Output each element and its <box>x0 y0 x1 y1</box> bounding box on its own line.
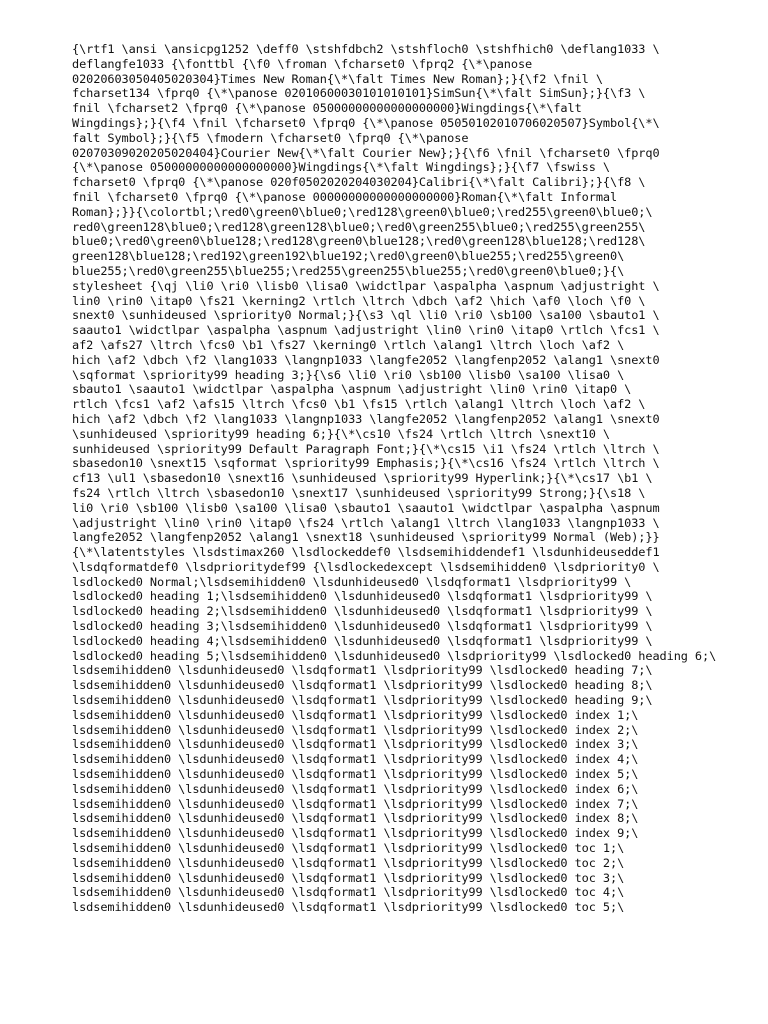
text-line: hich \af2 \dbch \f2 \lang1033 \langnp1033 \langfe2052 \langfenp2052 \alang1 \snext0 <box>72 352 660 367</box>
text-line: saauto1 \widctlpar \aspalpha \aspnum \adjustright \lin0 \rin0 \itap0 \rtlch \fcs1 \ <box>72 323 660 338</box>
text-line: lin0 \rin0 \itap0 \fs21 \kerning2 \rtlch \ltrch \dbch \af2 \hich \af0 \loch \f0 \ <box>72 293 646 308</box>
text-line: {\rtf1 \ansi \ansicpg1252 \deff0 \stshfdbch2 \stshfloch0 \stshfhich0 \deflang1033 \ <box>72 42 660 56</box>
text-line: \adjustright \lin0 \rin0 \itap0 \fs24 \rtlch \alang1 \ltrch \lang1033 \langnp1033 \ <box>72 515 660 530</box>
text-line: lsdsemihidden0 \lsdunhideused0 \lsdqformat1 \lsdpriority99 \lsdlocked0 heading 7;\ <box>72 663 653 678</box>
text-line: lsdsemihidden0 \lsdunhideused0 \lsdqformat1 \lsdpriority99 \lsdlocked0 index 9;\ <box>72 826 639 841</box>
text-line: langfe2052 \langfenp2052 \alang1 \snext18 \sunhideused \spriority99 Normal (Web);}} <box>72 530 660 545</box>
text-line: lsdlocked0 heading 4;\lsdsemihidden0 \lsdunhideused0 \lsdqformat1 \lsdpriority99 \ <box>72 633 653 648</box>
text-line: fcharset134 \fprq0 {\*\panose 02010600030101010101}SimSun{\*\falt SimSun};}{\f3 \ <box>72 86 646 101</box>
text-line: Wingdings};}{\f4 \fnil \fcharset0 \fprq0 {\*\panose 05050102010706020507}Symbol{\*\ <box>72 115 660 130</box>
text-line: lsdsemihidden0 \lsdunhideused0 \lsdqformat1 \lsdpriority99 \lsdlocked0 index 8;\ <box>72 811 639 826</box>
text-line: lsdsemihidden0 \lsdunhideused0 \lsdqformat1 \lsdpriority99 \lsdlocked0 index 7;\ <box>72 796 639 811</box>
document-page <box>72 42 732 945</box>
text-line: lsdsemihidden0 \lsdunhideused0 \lsdqformat1 \lsdpriority99 \lsdlocked0 toc 5;\ <box>72 900 625 915</box>
text-line: blue255;\red0\green255\blue255;\red255\green255\blue255;\red0\green0\blue0;}{\ <box>72 263 625 278</box>
text-line: lsdsemihidden0 \lsdunhideused0 \lsdqformat1 \lsdpriority99 \lsdlocked0 index 2;\ <box>72 722 639 737</box>
text-line: lsdsemihidden0 \lsdunhideused0 \lsdqformat1 \lsdpriority99 \lsdlocked0 toc 3;\ <box>72 870 625 885</box>
text-line: 02070309020205020404}Courier New{\*\falt Courier New};}{\f6 \fnil \fcharset0 \fprq0 <box>72 145 660 160</box>
text-line: cf13 \ul1 \sbasedon10 \snext16 \sunhideused \spriority99 Hyperlink;}{\*\cs17 \b1 \ <box>72 471 653 486</box>
text-line: green128\blue128;\red192\green192\blue192;\red0\green0\blue255;\red255\green0\ <box>72 249 625 264</box>
text-line: \sqformat \spriority99 heading 3;}{\s6 \li0 \ri0 \sb100 \lisb0 \sa100 \lisa0 \ <box>72 367 625 382</box>
text-line: fnil \fcharset2 \fprq0 {\*\panose 05000000000000000000}Wingdings{\*\falt <box>72 101 582 116</box>
text-line: lsdsemihidden0 \lsdunhideused0 \lsdqformat1 \lsdpriority99 \lsdlocked0 toc 4;\ <box>72 885 625 900</box>
text-line: \sunhideused \spriority99 heading 6;}{\*\cs10 \fs24 \rtlch \ltrch \snext10 \ <box>72 426 610 441</box>
text-line: red0\green128\blue0;\red128\green128\blue0;\red0\green255\blue0;\red255\green255\ <box>72 219 646 234</box>
text-line: li0 \ri0 \sb100 \lisb0 \sa100 \lisa0 \sbauto1 \saauto1 \widctlpar \aspalpha \aspnum <box>72 500 660 515</box>
text-line: af2 \afs27 \ltrch \fcs0 \b1 \fs27 \kerning0 \rtlch \alang1 \ltrch \loch \af2 \ <box>72 337 625 352</box>
text-line: hich \af2 \dbch \f2 \lang1033 \langnp1033 \langfe2052 \langfenp2052 \alang1 \snext0 <box>72 411 660 426</box>
text-line: rtlch \fcs1 \af2 \afs15 \ltrch \fcs0 \b1 \fs15 \rtlch \alang1 \ltrch \loch \af2 \ <box>72 397 646 412</box>
text-line: lsdsemihidden0 \lsdunhideused0 \lsdqformat1 \lsdpriority99 \lsdlocked0 heading 9;\ <box>72 693 653 708</box>
text-line: lsdlocked0 heading 3;\lsdsemihidden0 \lsdunhideused0 \lsdqformat1 \lsdpriority99 \ <box>72 619 653 634</box>
text-line: \lsdqformatdef0 \lsdprioritydef99 {\lsdlockedexcept \lsdsemihidden0 \lsdpriority0 \ <box>72 559 660 574</box>
text-line: lsdsemihidden0 \lsdunhideused0 \lsdqformat1 \lsdpriority99 \lsdlocked0 index 3;\ <box>72 737 639 752</box>
text-line <box>72 915 732 930</box>
text-line: sunhideused \spriority99 Default Paragraph Font;}{\*\cs15 \i1 \fs24 \rtlch \ltrch \ <box>72 441 660 456</box>
text-line: fcharset0 \fprq0 {\*\panose 020f0502020204030204}Calibri{\*\falt Calibri};}{\f8 \ <box>72 175 646 190</box>
text-line: lsdlocked0 heading 2;\lsdsemihidden0 \lsdunhideused0 \lsdqformat1 \lsdpriority99 \ <box>72 604 653 619</box>
text-line: fnil \fcharset0 \fprq0 {\*\panose 00000000000000000000}Roman{\*\falt Informal <box>72 189 618 204</box>
text-line: blue0;\red0\green0\blue128;\red128\green0\blue128;\red0\green128\blue128;\red128\ <box>72 234 646 249</box>
text-line: lsdsemihidden0 \lsdunhideused0 \lsdqformat1 \lsdpriority99 \lsdlocked0 index 1;\ <box>72 707 639 722</box>
text-line: lsdsemihidden0 \lsdunhideused0 \lsdqformat1 \lsdpriority99 \lsdlocked0 heading 8;\ <box>72 678 653 693</box>
text-line: fs24 \rtlch \ltrch \sbasedon10 \snext17 \sunhideused \spriority99 Strong;}{\s18 \ <box>72 485 646 500</box>
text-line: lsdsemihidden0 \lsdunhideused0 \lsdqformat1 \lsdpriority99 \lsdlocked0 index 4;\ <box>72 752 639 767</box>
text-line: lsdlocked0 heading 5;\lsdsemihidden0 \lsdunhideused0 \lsdpriority99 \lsdlocked0 heading 6;\ <box>72 648 717 663</box>
text-line: Roman};}}{\colortbl;\red0\green0\blue0;\red128\green0\blue0;\red255\green0\blue0;\ <box>72 204 653 219</box>
text-line: lsdsemihidden0 \lsdunhideused0 \lsdqformat1 \lsdpriority99 \lsdlocked0 toc 1;\ <box>72 841 625 856</box>
text-line: {\*\latentstyles \lsdstimax260 \lsdlockeddef0 \lsdsemihiddendef1 \lsdunhideuseddef1 <box>72 545 660 560</box>
text-line <box>72 930 732 945</box>
text-line: lsdlocked0 heading 1;\lsdsemihidden0 \lsdunhideused0 \lsdqformat1 \lsdpriority99 \ <box>72 589 653 604</box>
text-line: 02020603050405020304}Times New Roman{\*\falt Times New Roman};}{\f2 \fnil \ <box>72 71 603 86</box>
text-line: snext0 \sunhideused \spriority0 Normal;}{\s3 \ql \li0 \ri0 \sb100 \sa100 \sbauto1 \ <box>72 308 660 323</box>
text-line: lsdsemihidden0 \lsdunhideused0 \lsdqformat1 \lsdpriority99 \lsdlocked0 index 6;\ <box>72 781 639 796</box>
text-line: stylesheet {\qj \li0 \ri0 \lisb0 \lisa0 \widctlpar \aspalpha \aspnum \adjustright \ <box>72 278 660 293</box>
text-line: deflangfe1033 {\fonttbl {\f0 \froman \fcharset0 \fprq2 {\*\panose <box>72 56 533 71</box>
text-line: lsdsemihidden0 \lsdunhideused0 \lsdqformat1 \lsdpriority99 \lsdlocked0 index 5;\ <box>72 767 639 782</box>
text-line: sbasedon10 \snext15 \sqformat \spriority99 Emphasis;}{\*\cs16 \fs24 \rtlch \ltrch \ <box>72 456 660 471</box>
text-line: {\*\panose 05000000000000000000}Wingdings{\*\falt Wingdings};}{\f7 \fswiss \ <box>72 160 610 175</box>
text-line: lsdlocked0 Normal;\lsdsemihidden0 \lsdunhideused0 \lsdqformat1 \lsdpriority99 \ <box>72 574 632 589</box>
text-line: sbauto1 \saauto1 \widctlpar \aspalpha \aspnum \adjustright \lin0 \rin0 \itap0 \ <box>72 382 632 397</box>
text-line: falt Symbol};}{\f5 \fmodern \fcharset0 \fprq0 {\*\panose <box>72 130 469 145</box>
text-line: lsdsemihidden0 \lsdunhideused0 \lsdqformat1 \lsdpriority99 \lsdlocked0 toc 2;\ <box>72 855 625 870</box>
